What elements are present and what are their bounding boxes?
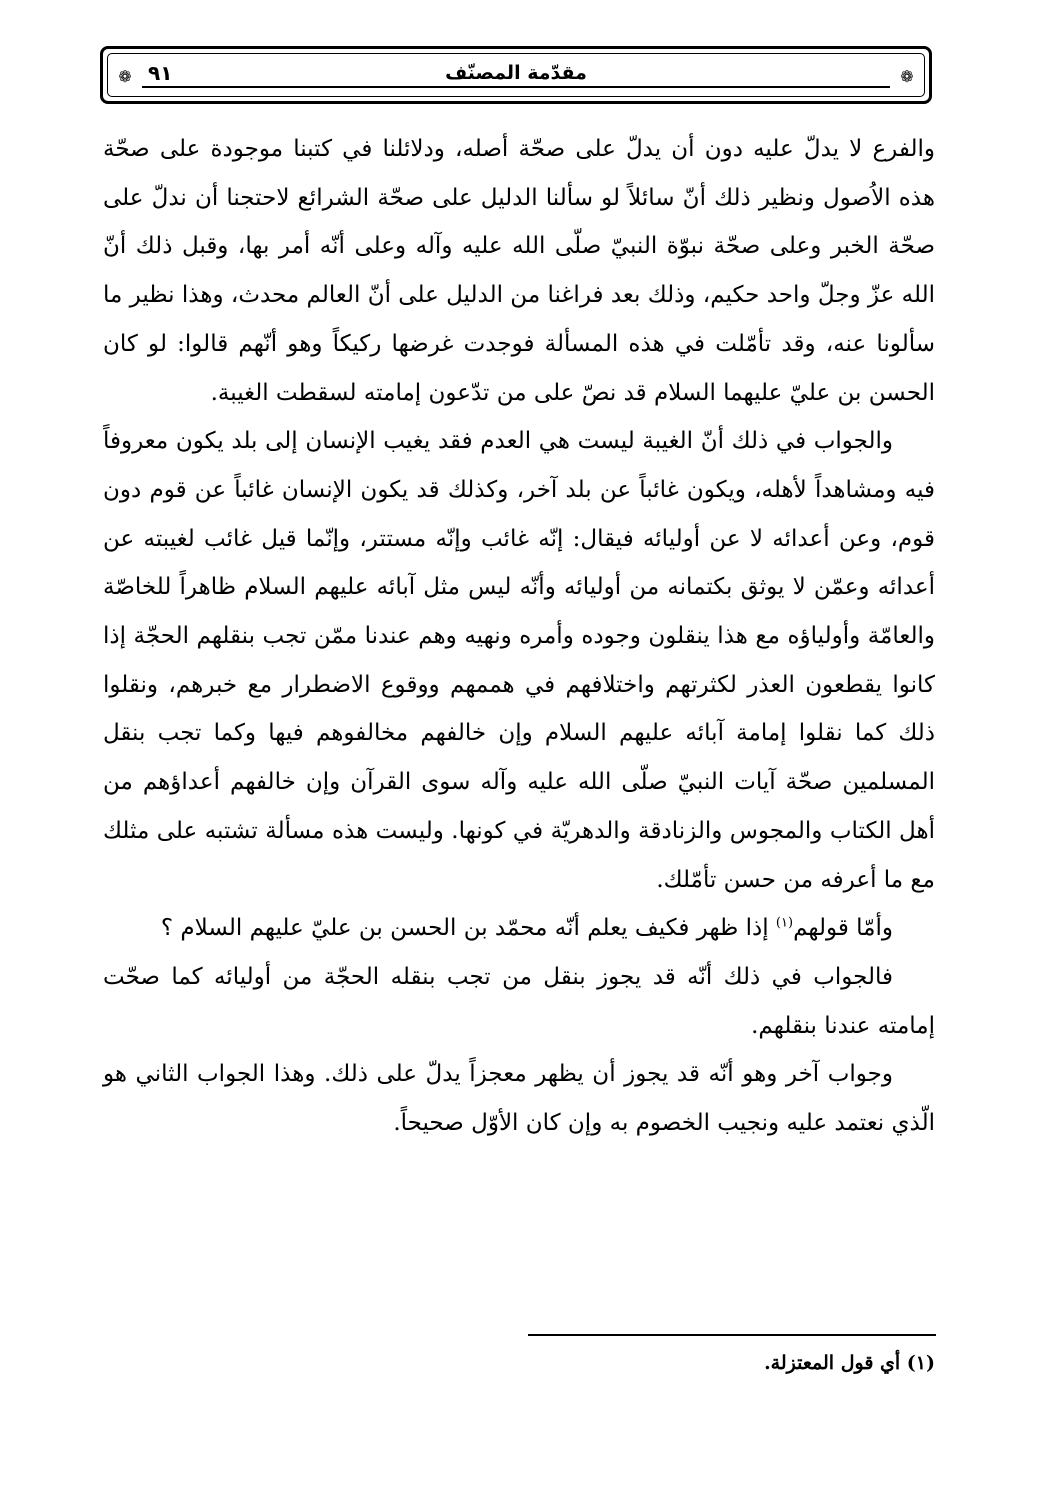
- paragraph-text: إذا ظهر فكيف يعلم أنّه محمّد بن الحسن بن عليّ عليهم السلام ؟: [160, 915, 776, 942]
- footnote: (١) أي قول المعتزلة.: [764, 1352, 935, 1374]
- paragraph-text: وأمّا قولهم: [793, 915, 893, 942]
- paragraph: وجواب آخر وهو أنّه قد يجوز أن يظهر معجزاً يدلّ على ذلك. وهذا الجواب الثاني هو الّذي نعتمد عليه ونجيب الخصوم به وإن كان الأوّل صحيحاً.: [103, 1061, 935, 1137]
- header-frame: [107, 53, 925, 97]
- footnote-marker[interactable]: (١): [775, 915, 794, 931]
- running-header: [100, 46, 932, 104]
- chapter-title: مقدّمة المصنّف: [445, 62, 587, 84]
- floral-ornament-icon: ❁: [118, 67, 132, 86]
- footnote-separator: [528, 1334, 936, 1336]
- main-text: [103, 125, 935, 1148]
- page-number: ٩١: [148, 61, 173, 85]
- paragraph: والجواب في ذلك أنّ الغيبة ليست هي العدم فقد يغيب الإنسان إلى بلد يكون معروفاً فيه ومشاهداً لأهله، ويكون غائباً عن بلد آخر، وكذلك قد يكون الإنسان غائباً عن قوم دون قوم، وعن أعدائه لا عن أوليائه فيقال: إنّه غائب وإنّه مستتر، وإنّما قيل غائب لغيبته عن أعدائه وعمّن لا يوثق بكتمانه من أوليائه وأنّه ليس مثل آبائه عليهم السلام ظاهراً للخاصّة والعامّة وأولياؤه مع هذا ينقلون وجوده وأمره ونهيه وهم عندنا ممّن تجب بنقلهم الحجّة إذا كانوا يقطعون العذر لكثرتهم واختلافهم في هممهم ووقوع الاضطرار مع خبرهم، ونقلوا ذلك كما نقلوا إمامة آبائه عليهم السلام وإن خالفهم مخالفوهم فيها وكما تجب بنقل المسلمين صحّة آيات النبيّ صلّى الله عليه وآله سوى القرآن وإن خالفهم أعداؤهم من أهل الكتاب والمجوس والزنادقة والدهريّة في كونها. وليست هذه مسألة تشتبه على مثلك مع ما أعرفه من حسن تأمّلك.: [103, 428, 935, 893]
- floral-ornament-icon: ❁: [900, 67, 914, 86]
- paragraph: [103, 904, 935, 953]
- paragraph: فالجواب في ذلك أنّه قد يجوز بنقل من تجب بنقله الحجّة من أوليائه كما صحّت إمامته عندنا بنقلهم.: [103, 963, 935, 1039]
- paragraph: والفرع لا يدلّ عليه دون أن يدلّ على صحّة أصله، ودلائلنا في كتبنا موجودة على صحّة هذه الاُصول ونظير ذلك أنّ سائلاً لو سألنا الدليل على صحّة الشرائع لاحتجنا أن ندلّ على صحّة الخبر وعلى صحّة نبوّة النبيّ صلّى الله عليه وآله وعلى أنّه أمر بها، وقبل ذلك أنّ الله عزّ وجلّ واحد حكيم، وذلك بعد فراغنا من الدليل على أنّ العالم محدث، وهذا نظير ما سألونا عنه، وقد تأمّلت في هذه المسألة فوجدت غرضها ركيكاً وهو أنّهم قالوا: لو كان الحسن بن عليّ عليهما السلام قد نصّ على من تدّعون إمامته لسقطت الغيبة.: [103, 136, 935, 406]
- header-rule: [142, 86, 890, 88]
